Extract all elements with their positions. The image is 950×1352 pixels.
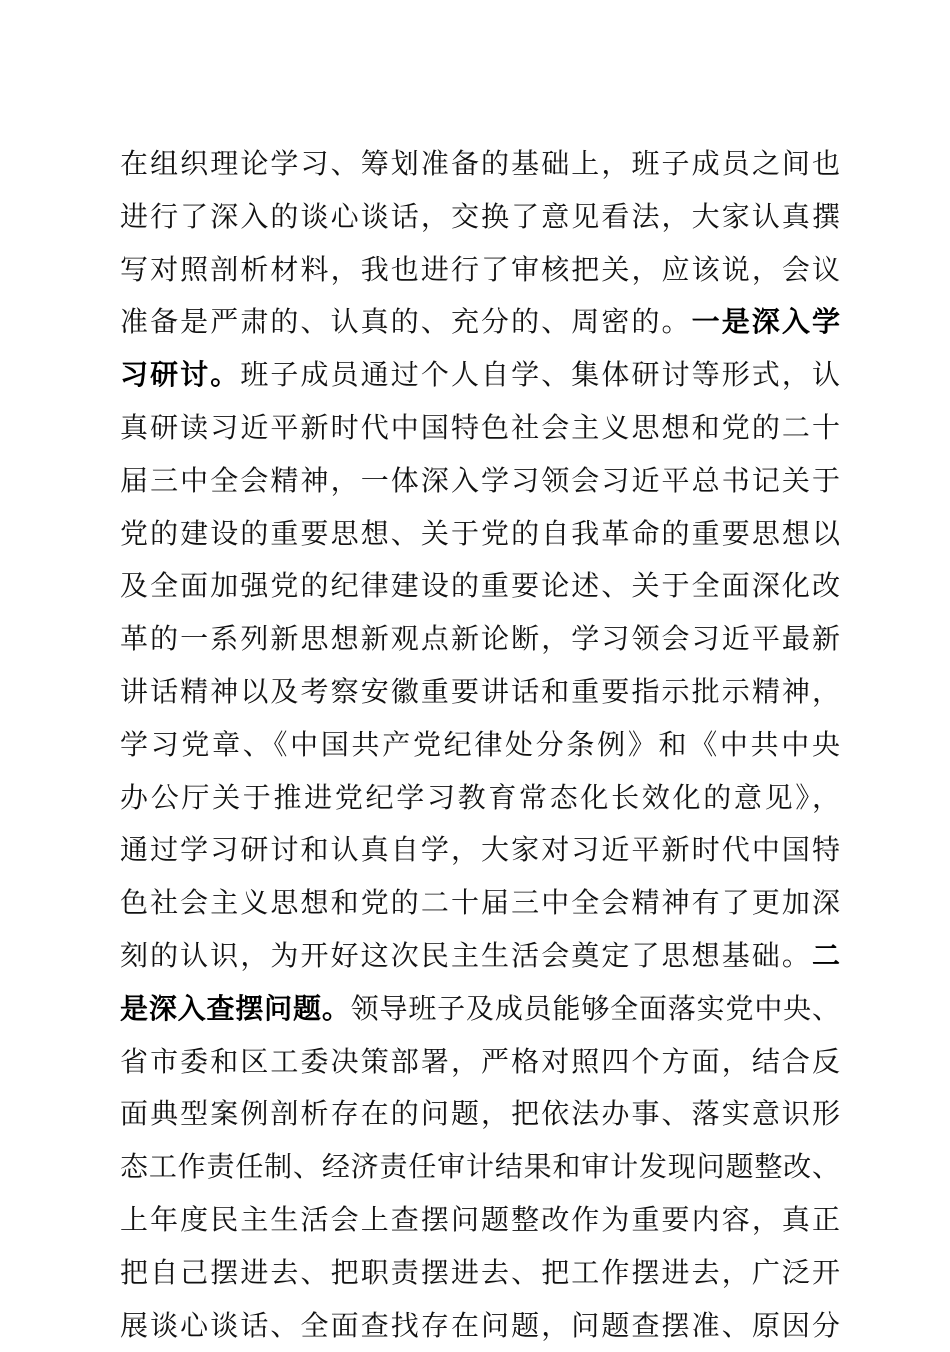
bold-heading-text: 是深入查摆问题。 bbox=[120, 991, 351, 1025]
text-line bbox=[120, 666, 840, 719]
text-line bbox=[120, 877, 840, 930]
body-text-segment: 把自己摆进去、把职责摆进去、把工作摆进去，广泛开 bbox=[120, 1255, 840, 1289]
body-text-segment: 面典型案例剖析存在的问题，把依法办事、落实意识形 bbox=[120, 1097, 840, 1131]
body-text-segment: 革的一系列新思想新观点新论断，学习领会习近平最新 bbox=[120, 622, 840, 656]
text-line bbox=[120, 1088, 840, 1141]
text-line bbox=[120, 1247, 840, 1300]
body-text-segment: 色社会主义思想和党的二十届三中全会精神有了更加深 bbox=[120, 886, 840, 920]
bold-heading-text: 一是深入学 bbox=[691, 305, 840, 339]
text-line bbox=[120, 138, 840, 191]
bold-heading-text: 习研讨。 bbox=[120, 358, 241, 392]
body-text-segment: 办公厅关于推进党纪学习教育常态化长效化的意见》， bbox=[120, 780, 840, 814]
body-text-segment: 党的建设的重要思想、关于党的自我革命的重要思想以 bbox=[120, 516, 840, 550]
text-line bbox=[120, 613, 840, 666]
text-line bbox=[120, 930, 840, 983]
text-line bbox=[120, 560, 840, 613]
body-text-segment: 态工作责任制、经济责任审计结果和审计发现问题整改、 bbox=[120, 1150, 840, 1184]
body-text-segment: 通过学习研讨和认真自学，大家对习近平新时代中国特 bbox=[120, 833, 840, 867]
body-text-segment: 讲话精神以及考察安徽重要讲话和重要指示批示精神， bbox=[120, 674, 840, 708]
body-text-segment: 上年度民主生活会上查摆问题整改作为重要内容，真正 bbox=[120, 1202, 840, 1236]
text-line bbox=[120, 191, 840, 244]
text-line bbox=[120, 1194, 840, 1247]
body-text-segment: 及全面加强党的纪律建设的重要论述、关于全面深化改 bbox=[120, 569, 840, 603]
text-line bbox=[120, 402, 840, 455]
text-line bbox=[120, 983, 840, 1036]
body-text bbox=[120, 138, 840, 1352]
body-text-segment: 准备是严肃的、认真的、充分的、周密的。 bbox=[120, 305, 692, 339]
text-line bbox=[120, 719, 840, 772]
text-line bbox=[120, 244, 840, 297]
text-line bbox=[120, 455, 840, 508]
body-text-segment: 领导班子及成员能够全面落实党中央、 bbox=[350, 991, 840, 1025]
body-text-segment: 学习党章、《中国共产党纪律处分条例》和《中共中央 bbox=[120, 727, 840, 761]
text-line bbox=[120, 1141, 840, 1194]
body-text-segment: 真研读习近平新时代中国特色社会主义思想和党的二十 bbox=[120, 410, 840, 444]
text-line bbox=[120, 349, 840, 402]
text-line bbox=[120, 824, 840, 877]
body-text-segment: 届三中全会精神，一体深入学习领会习近平总书记关于 bbox=[120, 463, 840, 497]
body-text-segment: 写对照剖析材料，我也进行了审核把关，应该说，会议 bbox=[120, 252, 840, 286]
body-text-segment: 展谈心谈话、全面查找存在问题，问题查摆准、原因分 bbox=[120, 1308, 840, 1342]
body-text-segment: 省市委和区工委决策部署，严格对照四个方面，结合反 bbox=[120, 1044, 840, 1078]
text-line bbox=[120, 1036, 840, 1089]
text-line bbox=[120, 1300, 840, 1352]
text-line bbox=[120, 296, 840, 349]
text-line bbox=[120, 772, 840, 825]
body-text-segment: 刻的认识，为开好这次民主生活会奠定了思想基础。 bbox=[120, 938, 812, 972]
bold-heading-text: 二 bbox=[811, 938, 840, 972]
body-text-segment: 班子成员通过个人自学、集体研讨等形式，认 bbox=[240, 358, 840, 392]
text-line bbox=[120, 508, 840, 561]
body-text-segment: 在组织理论学习、筹划准备的基础上，班子成员之间也 bbox=[120, 147, 840, 180]
body-text-segment: 进行了深入的谈心谈话，交换了意见看法，大家认真撰 bbox=[120, 199, 840, 233]
